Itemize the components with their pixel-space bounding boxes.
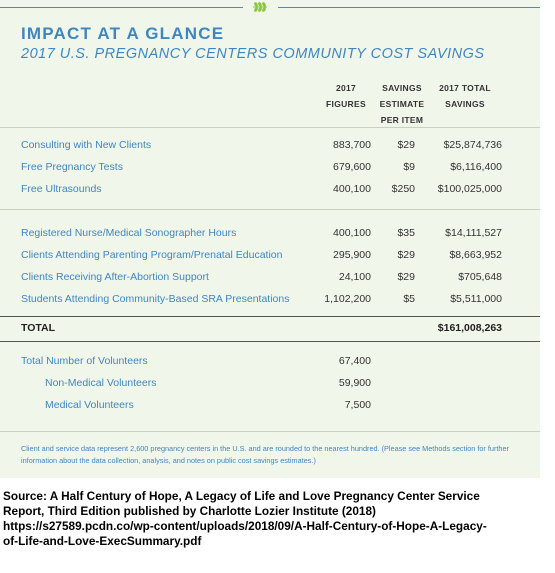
top-rule-left	[0, 7, 243, 8]
header-total	[430, 80, 500, 112]
total-label: TOTAL	[21, 322, 56, 334]
header-estimate-line: SAVINGS	[382, 83, 422, 93]
table-row	[0, 288, 540, 310]
header-total-line: 2017 TOTAL	[439, 83, 491, 93]
divider	[0, 127, 540, 128]
row-total: $100,025,000	[437, 183, 502, 195]
header-estimate-line: ESTIMATE	[379, 99, 425, 109]
table-row	[0, 266, 540, 288]
row-figures: 400,100	[333, 183, 371, 195]
total-value: $161,008,263	[437, 322, 502, 334]
row-estimate: $35	[397, 227, 415, 239]
volunteer-row	[0, 394, 540, 416]
row-total: $5,511,000	[450, 293, 502, 305]
row-total: $705,648	[458, 271, 502, 283]
volunteer-label: Total Number of Volunteers	[21, 355, 148, 367]
row-label: Students Attending Community-Based SRA Presentations	[21, 293, 290, 305]
row-total: $25,874,736	[443, 139, 502, 151]
row-total: $8,663,952	[449, 249, 502, 261]
header-figures-line: 2017	[335, 83, 357, 93]
volunteer-count: 59,900	[338, 377, 371, 389]
row-figures: 24,100	[338, 271, 371, 283]
divider	[0, 431, 540, 432]
table-row	[0, 244, 540, 266]
table-row	[0, 134, 540, 156]
row-estimate: $9	[403, 161, 415, 173]
row-figures: 1,102,200	[324, 293, 371, 305]
row-figures: 883,700	[333, 139, 371, 151]
source-line: of-Life-and-Love-ExecSummary.pdf	[3, 534, 202, 548]
row-total: $6,116,400	[450, 161, 502, 173]
top-rule-right	[278, 7, 540, 8]
row-estimate: $5	[403, 293, 415, 305]
table-row	[0, 178, 540, 200]
row-estimate: $29	[397, 139, 415, 151]
volunteer-count: 67,400	[338, 355, 371, 367]
row-figures: 679,600	[333, 161, 371, 173]
leaf-sprig-icon	[252, 0, 268, 14]
methodology-note: Client and service data represent 2,600 pregnancy centers in the U.S. and are rounded to the nearest hundred. (Please see Methods section for further information about the data collection, analysis, and notes on public cost savings estimates.)	[21, 444, 509, 465]
table-row	[0, 156, 540, 178]
header-estimate	[372, 80, 432, 128]
row-estimate: $29	[397, 249, 415, 261]
header-total-line: SAVINGS	[445, 99, 485, 109]
table-row	[0, 222, 540, 244]
row-estimate: $29	[397, 271, 415, 283]
source-line: Source: A Half Century of Hope, A Legacy of Life and Love Pregnancy Center Service	[3, 489, 480, 503]
source-line: Report, Third Edition published by Charlotte Lozier Institute (2018)	[3, 504, 376, 518]
row-label: Free Pregnancy Tests	[21, 161, 123, 173]
row-label: Consulting with New Clients	[21, 139, 152, 151]
volunteer-row	[0, 372, 540, 394]
header-figures-line: FIGURES	[326, 99, 366, 109]
source-citation	[3, 489, 548, 549]
row-label: Free Ultrasounds	[21, 183, 102, 195]
volunteer-count: 7,500	[344, 399, 371, 411]
row-label: Clients Attending Parenting Program/Prenatal Education	[21, 249, 283, 261]
total-divider-top	[0, 316, 540, 317]
volunteer-row	[0, 350, 540, 372]
source-line: https://s27589.pcdn.co/wp-content/uploads/2018/09/A-Half-Century-of-Hope-A-Legacy-	[3, 519, 487, 533]
row-figures: 400,100	[333, 227, 371, 239]
row-label: Clients Receiving After-Abortion Support	[21, 271, 209, 283]
page-title: IMPACT AT A GLANCE	[21, 24, 225, 43]
row-total: $14,111,527	[445, 227, 502, 239]
page-subtitle: 2017 U.S. PREGNANCY CENTERS COMMUNITY COST SAVINGS	[21, 46, 485, 62]
row-label: Registered Nurse/Medical Sonographer Hours	[21, 227, 237, 239]
header-estimate-line: PER ITEM	[380, 115, 424, 125]
volunteer-label: Medical Volunteers	[45, 399, 134, 411]
divider	[0, 209, 540, 210]
total-divider-bottom	[0, 341, 540, 342]
row-figures: 295,900	[333, 249, 371, 261]
volunteer-label: Non-Medical Volunteers	[45, 377, 157, 389]
header-figures	[316, 80, 376, 112]
row-estimate: $250	[391, 183, 415, 195]
